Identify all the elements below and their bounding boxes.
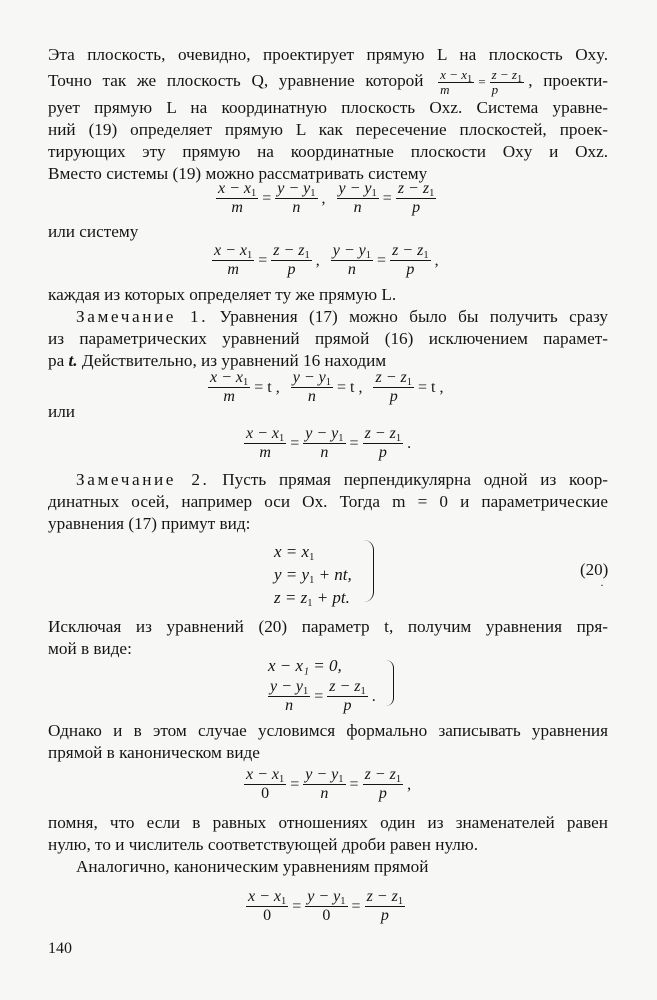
equation-number: (20) bbox=[580, 560, 609, 579]
fraction: $\frac{x - x_1}{0}$ bbox=[248, 888, 287, 924]
fraction: $\frac{z - z_1}{p}$ bbox=[366, 888, 404, 924]
text-line: помня, что если в равных отношениях один из знаменателей равен bbox=[48, 813, 608, 832]
equation-system-20 bbox=[274, 540, 352, 609]
fraction: $\frac{z - z_1}{p}$ bbox=[375, 369, 412, 405]
equation-parametric-t: $\frac{x - x_1}{m}$ = t , $\frac{y - y_1}{n}$ = t , $\frac{z - z_1}{p}$ = t , bbox=[210, 369, 444, 405]
equation-double-zero: $\frac{x - x_1}{0}$ = $\frac{y - y_1}{0}$ = $\frac{z - z_1}{p}$ bbox=[248, 888, 404, 924]
fraction: $\frac{x - x_1}{m}$ bbox=[246, 425, 285, 461]
paragraph-remark-2 bbox=[48, 469, 608, 535]
fraction: $\frac{x - x_1}{m}$ bbox=[210, 369, 249, 405]
text-line: уравнения (17) примут вид: bbox=[48, 514, 251, 533]
equation-system-zero bbox=[268, 656, 378, 715]
parameter-t: t. bbox=[68, 351, 78, 370]
text-line: или систему bbox=[48, 222, 139, 241]
fraction: $\frac{y - y_1}{n}$ bbox=[270, 678, 309, 714]
fraction: $\frac{y - y_1}{0}$ bbox=[307, 888, 346, 924]
fraction: $\frac{y - y_1}{n}$ bbox=[292, 369, 331, 405]
text-line: или bbox=[48, 402, 75, 421]
fraction: $\frac{y - y_1}{n}$ bbox=[305, 766, 344, 802]
text-line: каждая из которых определяет ту же прямую L. bbox=[48, 285, 397, 304]
text-line: Вместо системы (19) можно рассматривать систему bbox=[48, 163, 428, 183]
paragraph-remark-1 bbox=[48, 284, 608, 372]
paragraph-intro bbox=[48, 44, 608, 185]
fraction: $\frac{y - y_1}{n}$ bbox=[277, 180, 316, 216]
equation-row: $x = x_1$ bbox=[274, 542, 315, 563]
equation-row: x − x₁ = 0, bbox=[268, 656, 342, 675]
remark-label: Замечание 1. bbox=[76, 307, 209, 326]
text-fragment: , проекти- bbox=[528, 71, 608, 90]
fraction: $\frac{z - z_1}{p}$ bbox=[491, 66, 523, 97]
text-line: Однако и в этом случае условимся формально записывать уравнения bbox=[48, 721, 608, 740]
text-line: прямой в каноническом виде bbox=[48, 743, 260, 762]
text-line: мой в виде: bbox=[48, 639, 132, 658]
equation-canonical: $\frac{x - x_1}{m}$ = $\frac{y - y_1}{n}$ = $\frac{z - z_1}{p}$ . bbox=[246, 425, 412, 461]
paragraph-excluding bbox=[48, 616, 608, 660]
equation-system-a: $\frac{x - x_1}{m}$ = $\frac{y - y_1}{n}$ , $\frac{y - y_1}{n}$ = $\frac{z - z_1}{p}$ bbox=[218, 180, 435, 216]
fraction: $\frac{z - z_1}{p}$ bbox=[273, 242, 310, 278]
text-line: рует прямую L на координатную плоскость Oxz. Система уравне- bbox=[48, 97, 608, 117]
text-line: из параметрических уравнений прямой (16) исключением парамет- bbox=[48, 329, 608, 348]
fraction: $\frac{x - x_1}{m}$ bbox=[440, 66, 473, 97]
inline-fraction-equation: $\frac{x - x_1}{m}$ = $\frac{z - z_1}{p}$ bbox=[440, 66, 523, 97]
text-line: нулю, то и числитель соответствующей дроби равен нулю. bbox=[48, 835, 479, 854]
text-or-system bbox=[48, 221, 608, 243]
fraction: $\frac{z - z_1}{p}$ bbox=[392, 242, 429, 278]
text-line: Замечание 2. Пусть прямая перпендикулярна одной из коор- bbox=[76, 470, 609, 489]
paragraph-canonical bbox=[48, 720, 608, 764]
text-line: Эта плоскость, очевидно, проектирует прямую L на плоскость Oxy. bbox=[48, 45, 608, 64]
page-number: 140 bbox=[48, 940, 72, 957]
text-or bbox=[48, 401, 608, 423]
text-line: Аналогично, каноническим уравнениям прямой bbox=[76, 857, 429, 876]
fraction: $\frac{y - y_1}{n}$ bbox=[338, 180, 377, 216]
fraction: $\frac{z - z_1}{p}$ bbox=[397, 180, 435, 216]
equation-row: $y = y_1$ + nt, bbox=[274, 565, 352, 586]
text-fragment: Точно так же плоскость Q, уравнение которой bbox=[48, 71, 424, 90]
right-brace bbox=[364, 540, 374, 602]
fraction: $\frac{x - x_1}{m}$ bbox=[214, 242, 253, 278]
paragraph-remember bbox=[48, 812, 608, 878]
remark-label: Замечание 2. bbox=[76, 470, 210, 489]
text-line bbox=[48, 66, 608, 97]
text-line: Замечание 1. Уравнения (17) можно было бы получить сразу bbox=[76, 307, 608, 326]
text-line: тирующих эту прямую на координатные плоскости Oxy и Oxz. bbox=[48, 141, 608, 161]
print-dot: · bbox=[600, 578, 604, 592]
fraction: $\frac{z - z_1}{p}$ bbox=[364, 425, 402, 461]
equation-row: $\frac{y - y_1}{n}$ = $\frac{z - z_1}{p}$ . bbox=[270, 678, 376, 714]
equation-canonical-zero: $\frac{x - x_1}{0}$ = $\frac{y - y_1}{n}$ = $\frac{z - z_1}{p}$ , bbox=[246, 766, 412, 802]
fraction: $\frac{z - z_1}{p}$ bbox=[364, 766, 402, 802]
fraction: $\frac{x - x_1}{0}$ bbox=[246, 766, 285, 802]
fraction: $\frac{y - y_1}{n}$ bbox=[332, 242, 372, 278]
fraction: $\frac{y - y_1}{n}$ bbox=[305, 425, 344, 461]
fraction: $\frac{z - z_1}{p}$ bbox=[329, 678, 366, 714]
text-line: динатных осей, например оси Ox. Тогда m = 0 и параметрические bbox=[48, 492, 608, 511]
equation-system-b: $\frac{x - x_1}{m}$ = $\frac{z - z_1}{p}$ , $\frac{y - y_1}{n}$ = $\frac{z - z_1}{p}$ , bbox=[214, 242, 439, 278]
equation-row: $z = z_1$ + pt. bbox=[274, 588, 350, 609]
text-line: ра t. Действительно, из уравнений 16 находим bbox=[48, 351, 387, 370]
text-line: Исключая из уравнений (20) параметр t, получим уравнения пря- bbox=[48, 617, 608, 636]
fraction: $\frac{x - x_1}{m}$ bbox=[218, 180, 257, 216]
text-line: ний (19) определяет прямую L как пересечение плоскостей, проек- bbox=[48, 119, 608, 139]
right-brace bbox=[386, 660, 394, 706]
